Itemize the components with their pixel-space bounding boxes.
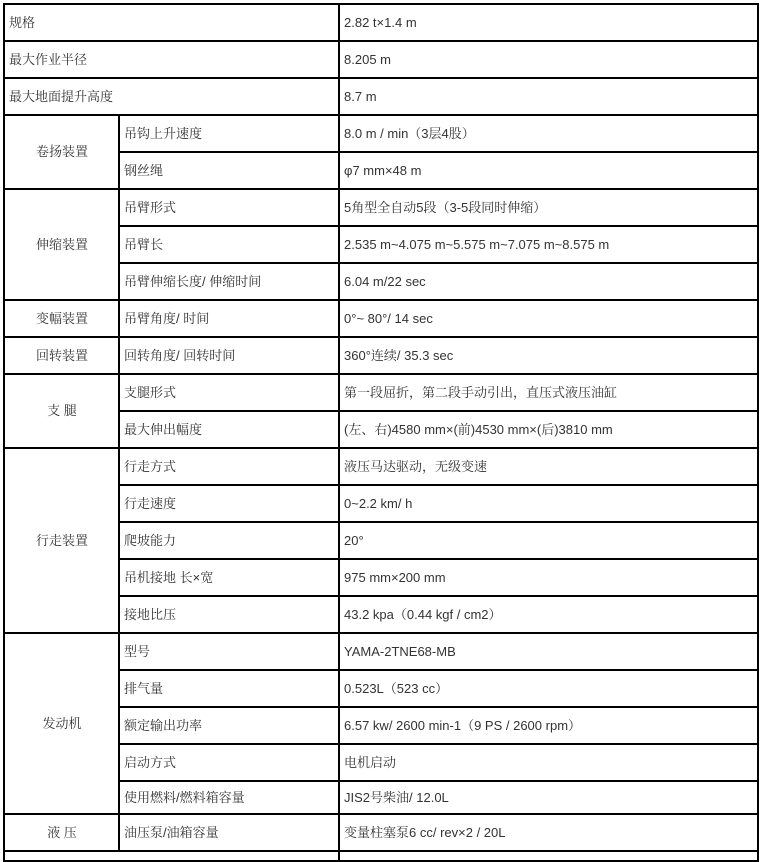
spec-label-cell: 支腿形式 bbox=[119, 374, 339, 411]
spec-label-cell: 油压泵/油箱容量 bbox=[119, 814, 339, 851]
spec-label-cell: 吊臂角度/ 时间 bbox=[119, 300, 339, 337]
spec-value-cell: 8.205 m bbox=[339, 41, 758, 78]
spec-value-cell: 5角型全自动5段（3-5段同时伸缩） bbox=[339, 189, 758, 226]
spec-value-cell bbox=[339, 851, 758, 861]
spec-label-cell: 最大伸出幅度 bbox=[119, 411, 339, 448]
spec-label-cell: 额定输出功率 bbox=[119, 707, 339, 744]
spec-label-cell: 吊臂伸缩长度/ 伸缩时间 bbox=[119, 263, 339, 300]
spec-value-cell: 8.0 m / min（3层4股） bbox=[339, 115, 758, 152]
spec-label-cell: 型号 bbox=[119, 633, 339, 670]
spec-value-cell: 6.57 kw/ 2600 min-1（9 PS / 2600 rpm） bbox=[339, 707, 758, 744]
spec-label-cell: 吊机接地 长×宽 bbox=[119, 559, 339, 596]
table-row bbox=[4, 633, 758, 670]
table-row bbox=[4, 4, 758, 41]
spec-value-cell: 0.523L（523 cc） bbox=[339, 670, 758, 707]
spec-value-cell: 变量柱塞泵6 cc/ rev×2 / 20L bbox=[339, 814, 758, 851]
table-row bbox=[4, 189, 758, 226]
spec-category-cell: 伸缩装置 bbox=[4, 189, 119, 300]
spec-value-cell: 第一段屈折，第二段手动引出，直压式液压油缸 bbox=[339, 374, 758, 411]
spec-label-cell: 最大地面提升高度 bbox=[4, 78, 339, 115]
table-row bbox=[4, 448, 758, 485]
spec-category-cell: 支 腿 bbox=[4, 374, 119, 448]
spec-label-cell: 行走速度 bbox=[119, 485, 339, 522]
spec-value-cell: 8.7 m bbox=[339, 78, 758, 115]
spec-category-cell: 回转装置 bbox=[4, 337, 119, 374]
spec-value-cell: 975 mm×200 mm bbox=[339, 559, 758, 596]
spec-label-cell: 行走方式 bbox=[119, 448, 339, 485]
spec-label-cell: 吊钩上升速度 bbox=[119, 115, 339, 152]
table-row bbox=[4, 41, 758, 78]
spec-label-cell: 最大作业半径 bbox=[4, 41, 339, 78]
table-row bbox=[4, 115, 758, 152]
spec-value-cell: 2.535 m~4.075 m~5.575 m~7.075 m~8.575 m bbox=[339, 226, 758, 263]
spec-label-cell: 启动方式 bbox=[119, 744, 339, 781]
spec-category-cell: 发动机 bbox=[4, 633, 119, 814]
spec-value-cell: JIS2号柴油/ 12.0L bbox=[339, 781, 758, 814]
spec-value-cell: 43.2 kpa（0.44 kgf / cm2） bbox=[339, 596, 758, 633]
spec-category-cell: 行走装置 bbox=[4, 448, 119, 633]
spec-value-cell: 20° bbox=[339, 522, 758, 559]
spec-category-cell: 液 压 bbox=[4, 814, 119, 851]
spec-table bbox=[3, 3, 759, 862]
spec-value-cell: (左、右)4580 mm×(前)4530 mm×(后)3810 mm bbox=[339, 411, 758, 448]
spec-label-cell: 吊臂形式 bbox=[119, 189, 339, 226]
spec-label-cell: 回转角度/ 回转时间 bbox=[119, 337, 339, 374]
spec-label-cell: 使用燃料/燃料箱容量 bbox=[119, 781, 339, 814]
spec-value-cell: 0°~ 80°/ 14 sec bbox=[339, 300, 758, 337]
table-row-partial bbox=[4, 851, 758, 861]
spec-label-cell: 接地比压 bbox=[119, 596, 339, 633]
spec-value-cell: 电机启动 bbox=[339, 744, 758, 781]
spec-category-cell: 变幅装置 bbox=[4, 300, 119, 337]
table-row bbox=[4, 814, 758, 851]
spec-label-cell: 规格 bbox=[4, 4, 339, 41]
spec-label-cell: 排气量 bbox=[119, 670, 339, 707]
spec-value-cell: 6.04 m/22 sec bbox=[339, 263, 758, 300]
spec-value-cell: YAMA-2TNE68-MB bbox=[339, 633, 758, 670]
spec-value-cell: 360°连续/ 35.3 sec bbox=[339, 337, 758, 374]
spec-value-cell: 0~2.2 km/ h bbox=[339, 485, 758, 522]
spec-label-cell: 吊臂长 bbox=[119, 226, 339, 263]
spec-value-cell: 液压马达驱动，无级变速 bbox=[339, 448, 758, 485]
spec-value-cell: 2.82 t×1.4 m bbox=[339, 4, 758, 41]
spec-label-cell: 钢丝绳 bbox=[119, 152, 339, 189]
spec-category-cell: 卷扬装置 bbox=[4, 115, 119, 189]
table-row bbox=[4, 78, 758, 115]
spec-value-cell: φ7 mm×48 m bbox=[339, 152, 758, 189]
table-row bbox=[4, 337, 758, 374]
table-row bbox=[4, 300, 758, 337]
table-row bbox=[4, 374, 758, 411]
spec-label-cell: 爬坡能力 bbox=[119, 522, 339, 559]
spec-label-cell bbox=[4, 851, 339, 861]
